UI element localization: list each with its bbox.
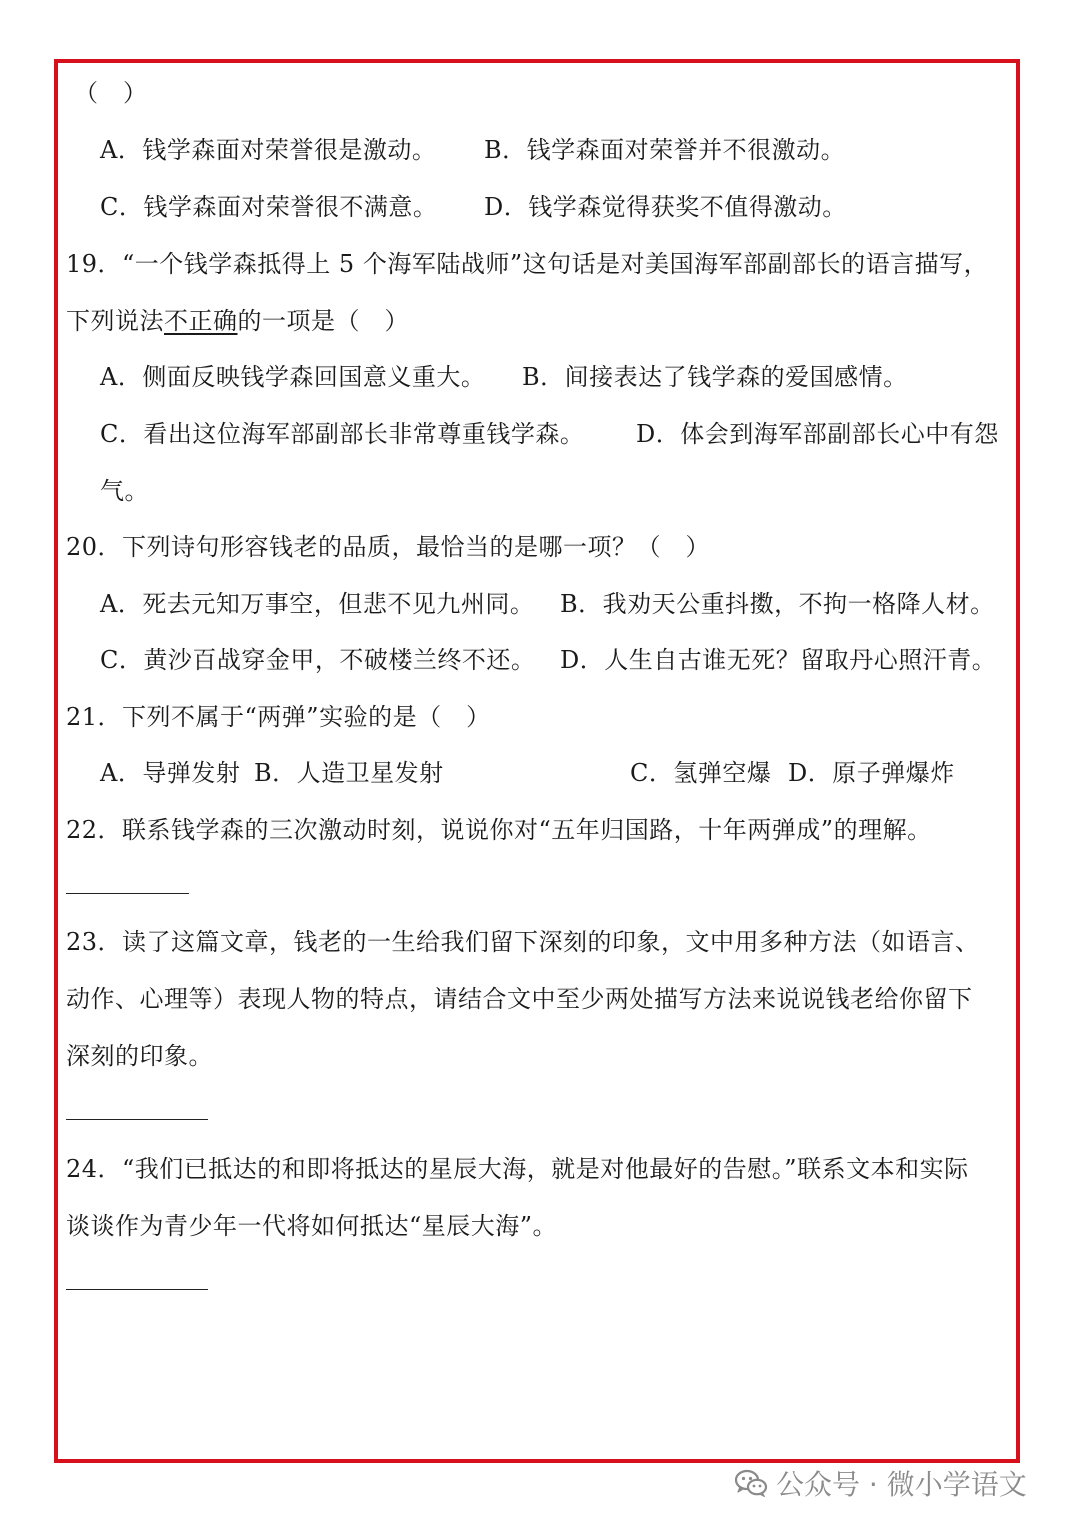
q19-stem-post: 的一项是（ ）: [237, 307, 409, 335]
q23-stem-line3: 深刻的印象。: [66, 1042, 213, 1070]
watermark-text: 公众号 · 微小学语文: [776, 1468, 1027, 1501]
q20-option-d: D．人生自古谁无死？留取丹心照汗青。: [560, 646, 997, 674]
q24-stem-line1: 24．“我们已抵达的和即将抵达的星辰大海，就是对他最好的告慰。”联系文本和实际: [66, 1155, 969, 1183]
q18-option-b: B．钱学森面对荣誉并不很激动。: [484, 136, 846, 164]
wechat-icon: [734, 1466, 768, 1500]
q23-answer-blank[interactable]: [66, 1119, 208, 1120]
q19-option-c: C．看出这位海军部副部长非常尊重钱学森。: [100, 420, 585, 448]
q18-option-a: A．钱学森面对荣誉很是激动。: [100, 136, 437, 164]
q19-option-b: B．间接表达了钱学森的爱国感情。: [522, 363, 908, 391]
q24-stem-line2: 谈谈作为青少年一代将如何抵达“星辰大海”。: [66, 1212, 558, 1240]
q21-option-b: B．人造卫星发射: [254, 759, 444, 787]
q24-answer-blank[interactable]: [66, 1289, 208, 1290]
q19-option-d: D．体会到海军部副部长心中有怨: [636, 420, 999, 448]
wechat-watermark: [734, 1461, 1027, 1505]
q23-stem-line1: 23．读了这篇文章，钱老的一生给我们留下深刻的印象，文中用多种方法（如语言、: [66, 928, 980, 956]
q19-stem-underlined: 不正确: [164, 307, 238, 335]
q18-option-c: C．钱学森面对荣誉很不满意。: [100, 193, 438, 221]
q21-option-d: D．原子弹爆炸: [788, 759, 955, 787]
q22-stem: 22．联系钱学森的三次激动时刻，说说你对“五年归国路，十年两弹成”的理解。: [66, 816, 932, 844]
q19-stem-line1: 19．“一个钱学森抵得上 5 个海军陆战师”这句话是对美国海军部副部长的语言描写，: [66, 250, 989, 278]
q20-stem: 20．下列诗句形容钱老的品质，最恰当的是哪一项？（ ）: [66, 533, 711, 561]
q21-option-a: A．导弹发射: [100, 759, 241, 787]
q21-stem: 21．下列不属于“两弹”实验的是（ ）: [66, 703, 491, 731]
q23-stem-line2: 动作、心理等）表现人物的特点，请结合文中至少两处描写方法来说说钱老给你留下: [66, 985, 973, 1013]
q21-option-c: C．氢弹空爆: [630, 759, 772, 787]
q19-option-d-cont: 气。: [100, 477, 149, 505]
q20-option-a: A．死去元知万事空，但悲不见九州同。: [100, 590, 535, 618]
q22-answer-blank[interactable]: [66, 893, 189, 894]
q19-option-a: A．侧面反映钱学森回国意义重大。: [100, 363, 486, 391]
q19-stem-pre: 下列说法: [66, 307, 164, 335]
q19-stem-line2: [66, 305, 409, 337]
q18-option-d: D．钱学森觉得获奖不值得激动。: [484, 193, 847, 221]
q20-option-b: B．我劝天公重抖擞，不拘一格降人材。: [560, 590, 995, 618]
q18-answer-paren: （ ）: [74, 79, 148, 107]
q20-option-c: C．黄沙百战穿金甲，不破楼兰终不还。: [100, 646, 536, 674]
